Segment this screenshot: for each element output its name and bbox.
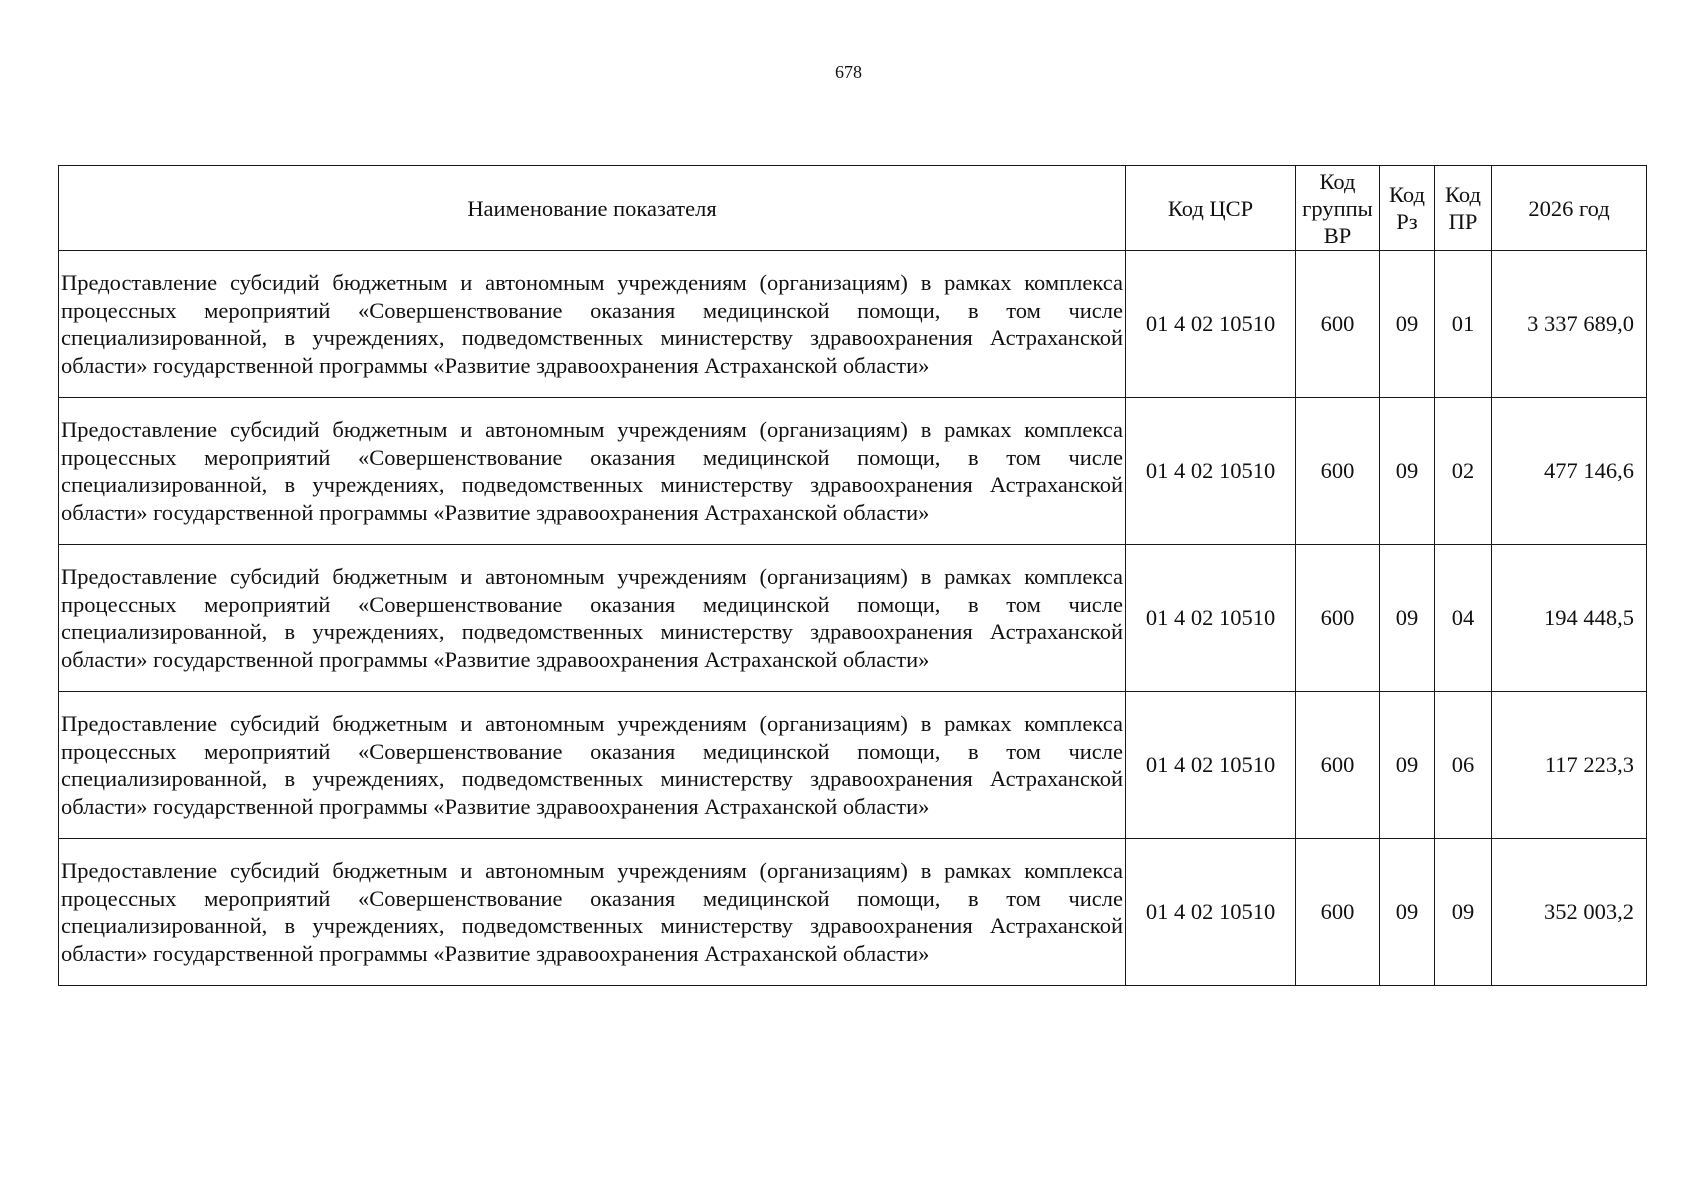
row-amount: 117 223,3 bbox=[1492, 692, 1647, 839]
row-csr: 01 4 02 10510 bbox=[1126, 692, 1296, 839]
row-name: Предоставление субсидий бюджетным и автономным учреждениям (организациям) в рамках комплекса процессных мероприятий «Совершенствование оказания медицинской помощи, в том числе специализированной, в учреждениях, подведомственных министерству здравоохранения Астраханской области» государственной программы «Развитие здравоохранения Астраханской области» bbox=[59, 251, 1126, 398]
row-pr: 06 bbox=[1435, 692, 1492, 839]
row-pr: 02 bbox=[1435, 398, 1492, 545]
header-pr: Код ПР bbox=[1435, 166, 1492, 251]
row-vr: 600 bbox=[1296, 839, 1380, 986]
row-vr: 600 bbox=[1296, 251, 1380, 398]
row-pr: 04 bbox=[1435, 545, 1492, 692]
header-csr: Код ЦСР bbox=[1126, 166, 1296, 251]
row-name: Предоставление субсидий бюджетным и автономным учреждениям (организациям) в рамках комплекса процессных мероприятий «Совершенствование оказания медицинской помощи, в том числе специализированной, в учреждениях, подведомственных министерству здравоохранения Астраханской области» государственной программы «Развитие здравоохранения Астраханской области» bbox=[59, 692, 1126, 839]
table-row bbox=[59, 251, 1647, 398]
table-header-row bbox=[59, 166, 1647, 251]
row-name: Предоставление субсидий бюджетным и автономным учреждениям (организациям) в рамках комплекса процессных мероприятий «Совершенствование оказания медицинской помощи, в том числе специализированной, в учреждениях, подведомственных министерству здравоохранения Астраханской области» государственной программы «Развитие здравоохранения Астраханской области» bbox=[59, 398, 1126, 545]
row-pr: 09 bbox=[1435, 839, 1492, 986]
row-amount: 352 003,2 bbox=[1492, 839, 1647, 986]
row-rz: 09 bbox=[1380, 839, 1435, 986]
row-vr: 600 bbox=[1296, 545, 1380, 692]
row-rz: 09 bbox=[1380, 692, 1435, 839]
row-rz: 09 bbox=[1380, 251, 1435, 398]
table-row bbox=[59, 398, 1647, 545]
row-amount: 477 146,6 bbox=[1492, 398, 1647, 545]
row-rz: 09 bbox=[1380, 545, 1435, 692]
row-csr: 01 4 02 10510 bbox=[1126, 545, 1296, 692]
budget-table bbox=[58, 165, 1647, 986]
row-vr: 600 bbox=[1296, 398, 1380, 545]
row-vr: 600 bbox=[1296, 692, 1380, 839]
header-name: Наименование показателя bbox=[59, 166, 1126, 251]
table-row bbox=[59, 545, 1647, 692]
row-csr: 01 4 02 10510 bbox=[1126, 251, 1296, 398]
header-vr: Код группы ВР bbox=[1296, 166, 1380, 251]
row-csr: 01 4 02 10510 bbox=[1126, 398, 1296, 545]
header-year: 2026 год bbox=[1492, 166, 1647, 251]
row-csr: 01 4 02 10510 bbox=[1126, 839, 1296, 986]
row-name: Предоставление субсидий бюджетным и автономным учреждениям (организациям) в рамках комплекса процессных мероприятий «Совершенствование оказания медицинской помощи, в том числе специализированной, в учреждениях, подведомственных министерству здравоохранения Астраханской области» государственной программы «Развитие здравоохранения Астраханской области» bbox=[59, 839, 1126, 986]
row-pr: 01 bbox=[1435, 251, 1492, 398]
row-name: Предоставление субсидий бюджетным и автономным учреждениям (организациям) в рамках комплекса процессных мероприятий «Совершенствование оказания медицинской помощи, в том числе специализированной, в учреждениях, подведомственных министерству здравоохранения Астраханской области» государственной программы «Развитие здравоохранения Астраханской области» bbox=[59, 545, 1126, 692]
row-amount: 3 337 689,0 bbox=[1492, 251, 1647, 398]
header-rz: Код Рз bbox=[1380, 166, 1435, 251]
page-number: 678 bbox=[835, 62, 862, 82]
row-rz: 09 bbox=[1380, 398, 1435, 545]
table-row bbox=[59, 692, 1647, 839]
table-row bbox=[59, 839, 1647, 986]
row-amount: 194 448,5 bbox=[1492, 545, 1647, 692]
